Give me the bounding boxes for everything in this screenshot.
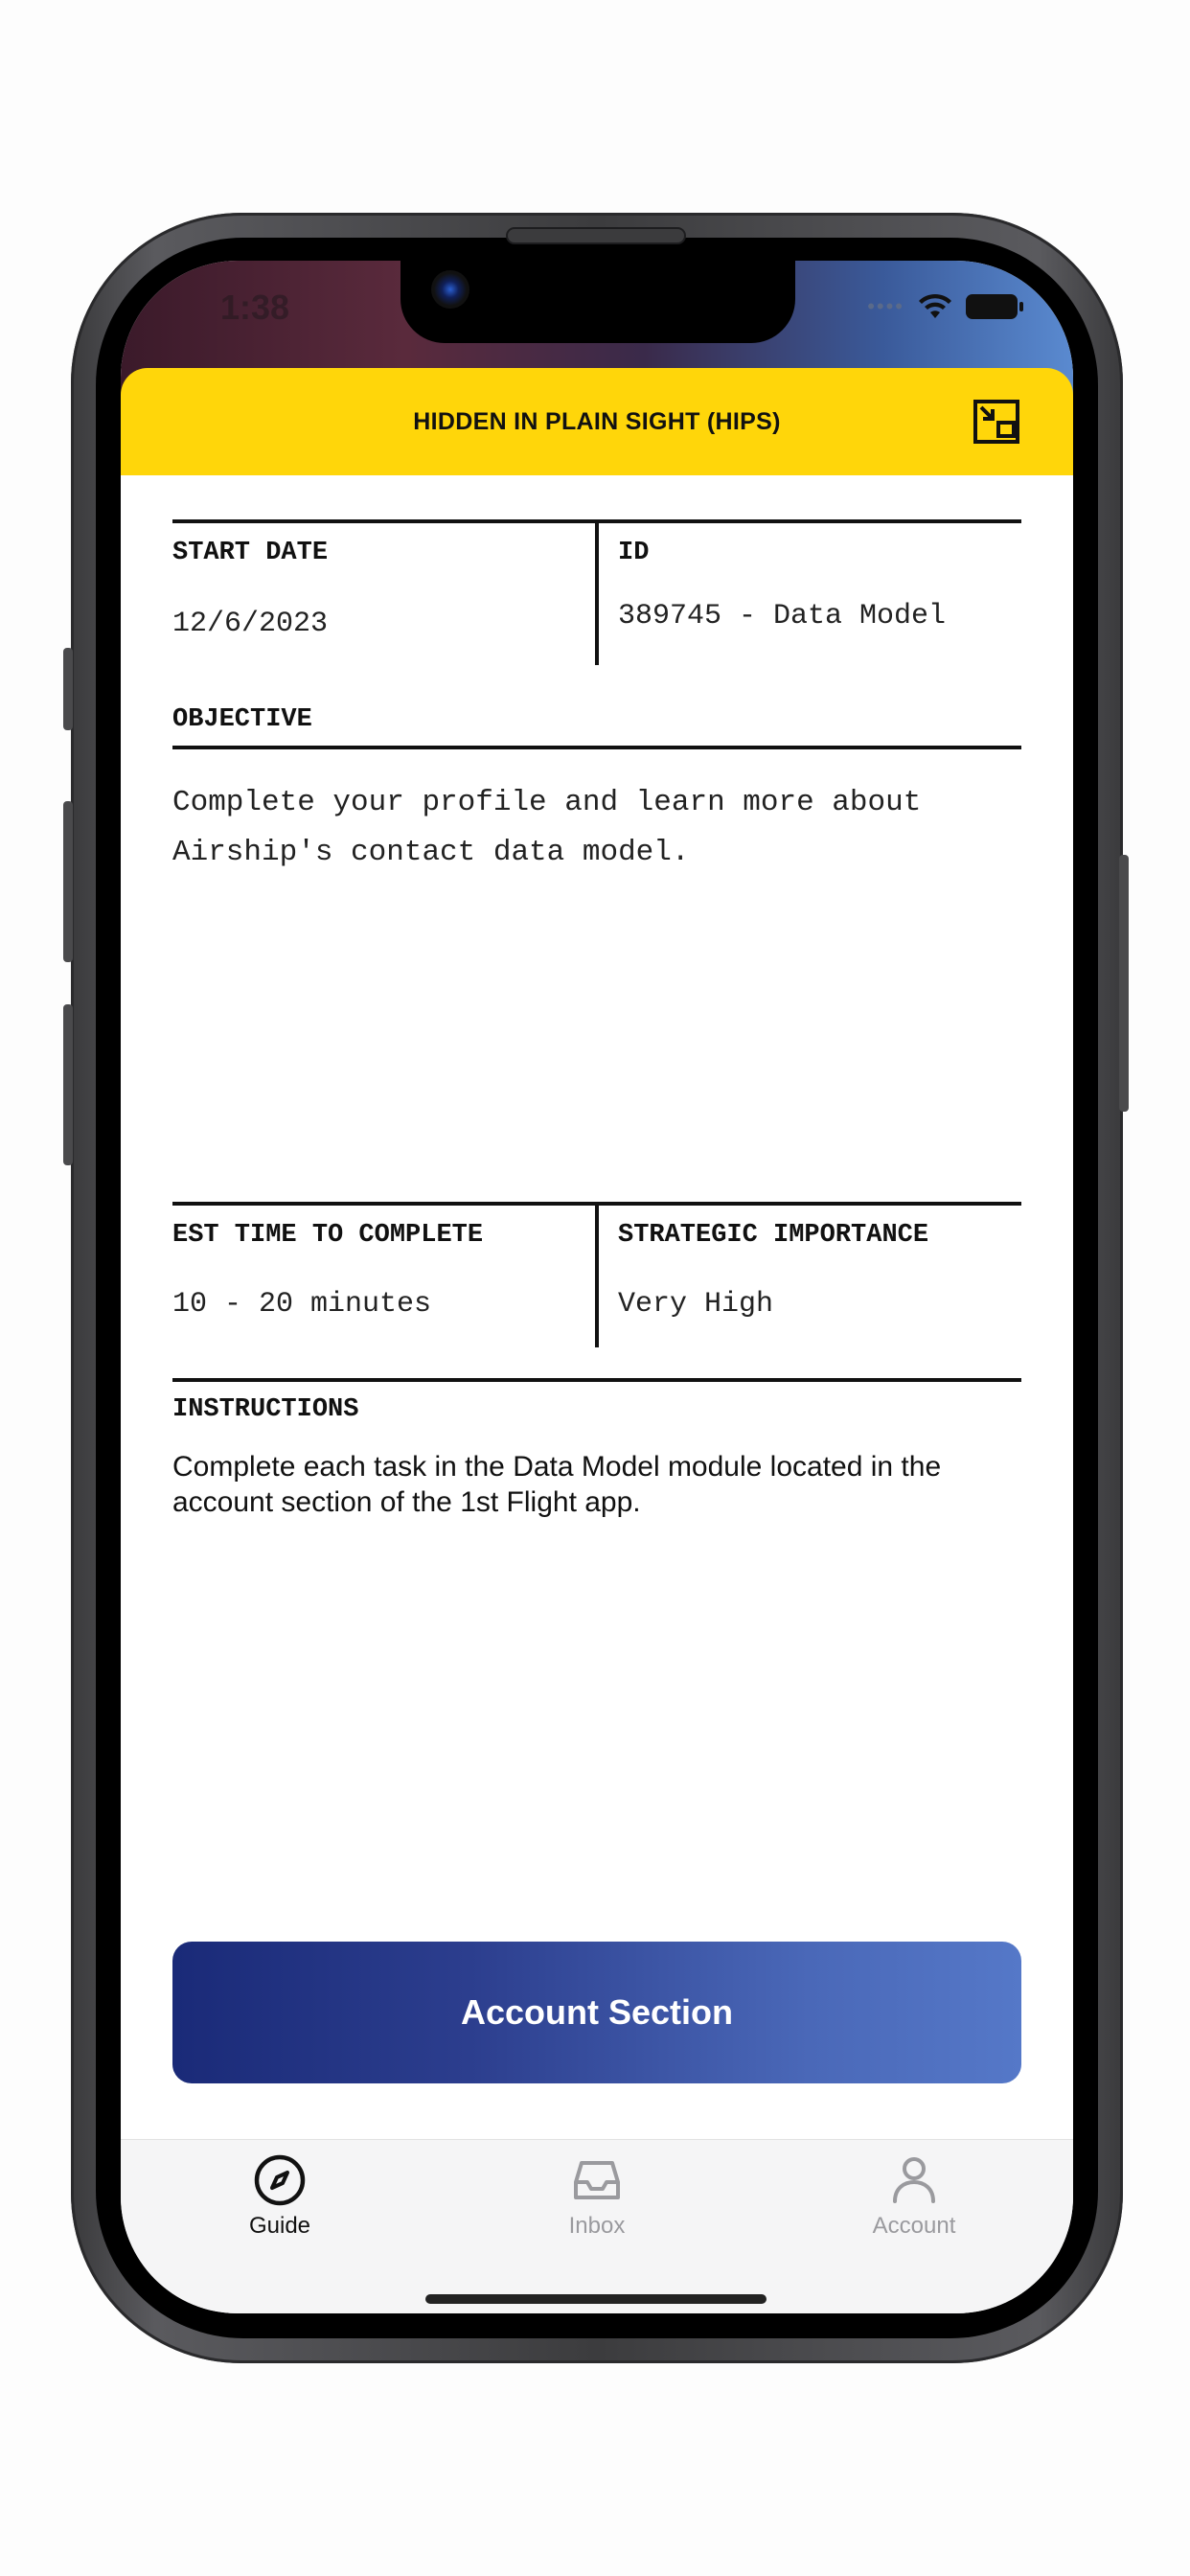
inbox-icon [570,2153,624,2207]
start-date-label: START DATE [172,539,329,567]
instructions-label: INSTRUCTIONS [172,1395,359,1424]
tab-account[interactable] [818,2153,1010,2240]
status-icons [867,293,1018,320]
tab-inbox-label: Inbox [568,2213,626,2239]
objective-label: OBJECTIVE [172,705,312,734]
start-date-value: 12/6/2023 [172,608,329,640]
importance-label: STRATEGIC IMPORTANCE [618,1221,929,1250]
instructions-divider [172,1378,1021,1382]
home-indicator[interactable] [425,2294,767,2304]
time-importance-row [172,1202,1021,1347]
device-volume-down [63,1004,73,1165]
front-camera [431,270,469,309]
device-volume-up [63,801,73,962]
device-power-button [1119,855,1129,1112]
start-id-row [172,519,1021,665]
battery-icon [966,294,1018,319]
tab-inbox[interactable] [501,2153,693,2240]
picture-in-picture-exit-icon[interactable] [973,400,1019,444]
tab-guide[interactable] [184,2153,376,2240]
est-time-value: 10 - 20 minutes [172,1288,432,1321]
mission-title: HIDDEN IN PLAIN SIGHT (HIPS) [413,407,781,435]
est-time-label: EST TIME TO COMPLETE [172,1221,484,1250]
compass-icon [253,2153,307,2207]
signal-dots-icon: •••• [867,294,904,318]
person-icon [887,2153,941,2207]
id-value: 389745 - Data Model [618,600,947,632]
device-mute-switch [63,648,73,730]
tab-bar [121,2139,1073,2313]
est-time-cell [172,1206,595,1347]
id-cell [595,523,1021,665]
instructions-text: Complete each task in the Data Model module located in the account section of the 1st Flight app. [172,1451,942,1518]
objective-text [172,778,1021,878]
tab-account-label: Account [872,2213,956,2239]
objective-line-1: Complete your profile and learn more about [172,786,922,819]
device-speaker [508,229,684,242]
objective-divider [172,746,1021,749]
tab-guide-label: Guide [248,2213,311,2239]
wifi-icon [918,293,952,320]
importance-cell [595,1206,1021,1347]
importance-value: Very High [618,1288,774,1321]
mission-header [121,368,1073,475]
id-label: ID [618,539,650,567]
status-time: 1:38 [220,288,290,327]
start-date-cell [172,523,595,665]
app-screen [121,261,1073,2313]
objective-line-2: Airship's contact data model. [172,836,690,869]
account-section-button[interactable]: Account Section [172,1942,1021,2083]
